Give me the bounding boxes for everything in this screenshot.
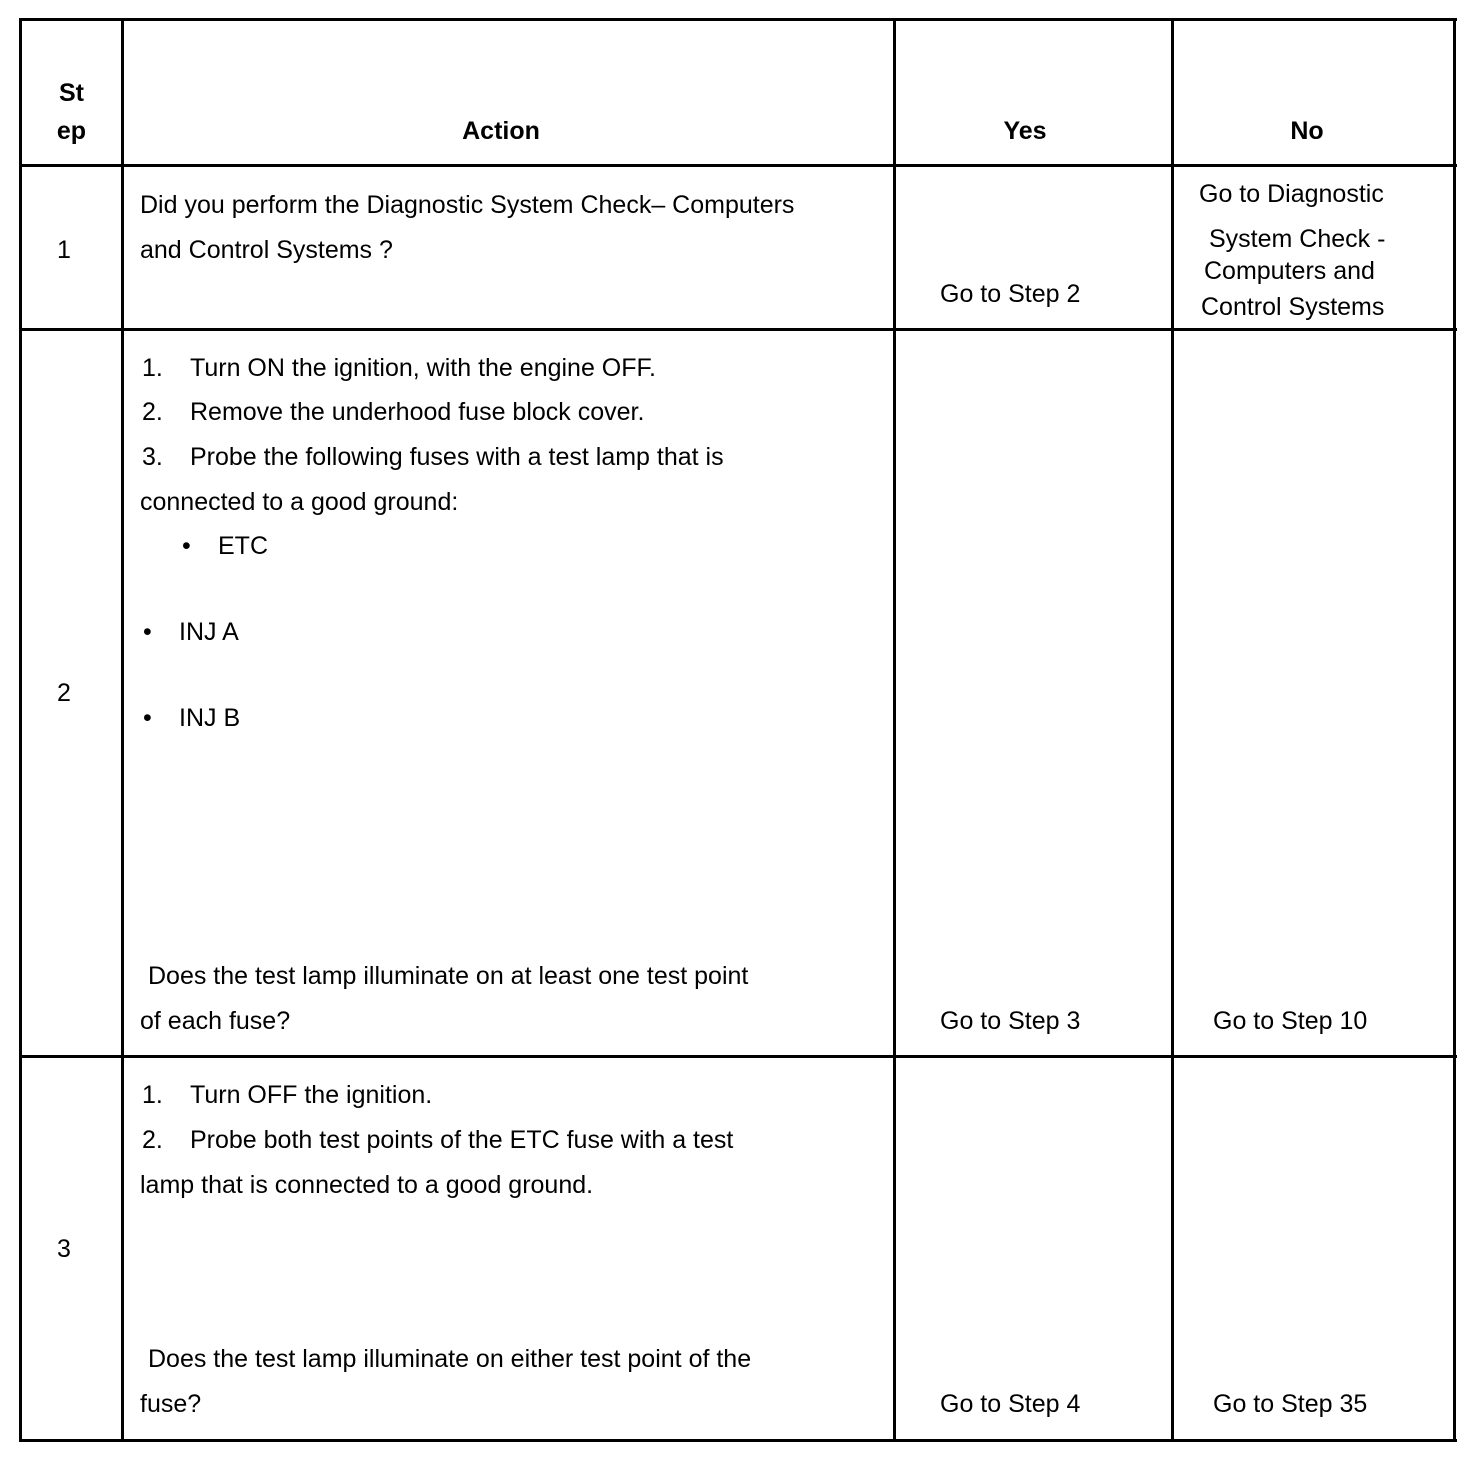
row3-step-number: 3: [57, 1235, 71, 1263]
row-divider-1: [19, 328, 1457, 331]
column-divider-yes: [1171, 18, 1174, 1442]
row1-yes-link[interactable]: Go to Step 2: [940, 280, 1081, 308]
row3-item-2-continued: lamp that is connected to a good ground.: [140, 1171, 594, 1199]
list-text: Turn ON the ignition, with the engine OFF.: [190, 354, 656, 382]
list-text: Remove the underhood fuse block cover.: [190, 398, 645, 426]
list-number: 1.: [142, 1081, 163, 1109]
row3-no-link[interactable]: Go to Step 35: [1213, 1390, 1368, 1418]
bullet-text: INJ A: [179, 618, 239, 646]
list-text: Probe both test points of the ETC fuse with a test: [190, 1126, 734, 1154]
table-border-left: [19, 18, 22, 1442]
row2-step-number: 2: [57, 679, 71, 707]
bullet-icon: •: [182, 532, 191, 560]
header-action: Action: [462, 117, 540, 145]
row2-yes-link[interactable]: Go to Step 3: [940, 1007, 1081, 1035]
list-number: 2.: [142, 398, 163, 426]
row1-no-link-line2[interactable]: System Check -: [1209, 225, 1386, 253]
row3-item-2: [142, 1125, 733, 1155]
list-number: 1.: [142, 354, 163, 382]
row3-question-line1: Does the test lamp illuminate on either test point of the: [148, 1345, 752, 1373]
list-text: Probe the following fuses with a test lamp that is: [190, 443, 724, 471]
bullet-text: INJ B: [179, 704, 241, 732]
row2-item-3-continued: connected to a good ground:: [140, 488, 459, 516]
row2-bullet-inj-b: [143, 703, 240, 733]
table-border-bottom: [19, 1439, 1457, 1442]
list-text: Turn OFF the ignition.: [190, 1081, 433, 1109]
header-no: No: [1290, 117, 1324, 145]
bullet-icon: •: [143, 704, 152, 732]
row2-no-link[interactable]: Go to Step 10: [1213, 1007, 1368, 1035]
header-step-line1: St: [59, 79, 84, 107]
row2-question-line1: Does the test lamp illuminate on at least one test point: [148, 962, 749, 990]
row2-item-3: [142, 442, 724, 472]
list-number: 2.: [142, 1126, 163, 1154]
column-divider-action: [893, 18, 896, 1442]
row-divider-2: [19, 1055, 1457, 1058]
list-number: 3.: [142, 443, 163, 471]
row2-item-2: [142, 397, 644, 427]
row1-no-link-line3[interactable]: Computers and: [1204, 257, 1375, 285]
row3-yes-link[interactable]: Go to Step 4: [940, 1390, 1081, 1418]
header-yes: Yes: [1003, 117, 1047, 145]
bullet-text: ETC: [218, 532, 268, 560]
column-divider-step: [121, 18, 124, 1442]
row1-no-link-line4[interactable]: Control Systems: [1201, 293, 1385, 321]
row3-item-1: [142, 1080, 432, 1110]
table-border-right: [1453, 18, 1456, 1442]
row2-bullet-etc: [182, 531, 268, 561]
header-step-line2: ep: [56, 117, 87, 145]
row3-question-line2: fuse?: [140, 1390, 202, 1418]
bullet-icon: •: [143, 618, 152, 646]
row1-no-link-line1[interactable]: Go to Diagnostic: [1199, 180, 1384, 208]
row1-step-number: 1: [57, 236, 71, 264]
header-divider: [19, 164, 1457, 167]
row1-question-line2: and Control Systems ?: [140, 236, 393, 264]
row2-question-line2: of each fuse?: [140, 1007, 291, 1035]
table-border-top: [19, 18, 1457, 21]
row2-bullet-inj-a: [143, 617, 239, 647]
row2-item-1: [142, 353, 656, 383]
row1-question-line1: Did you perform the Diagnostic System Check– Computers: [140, 191, 795, 219]
